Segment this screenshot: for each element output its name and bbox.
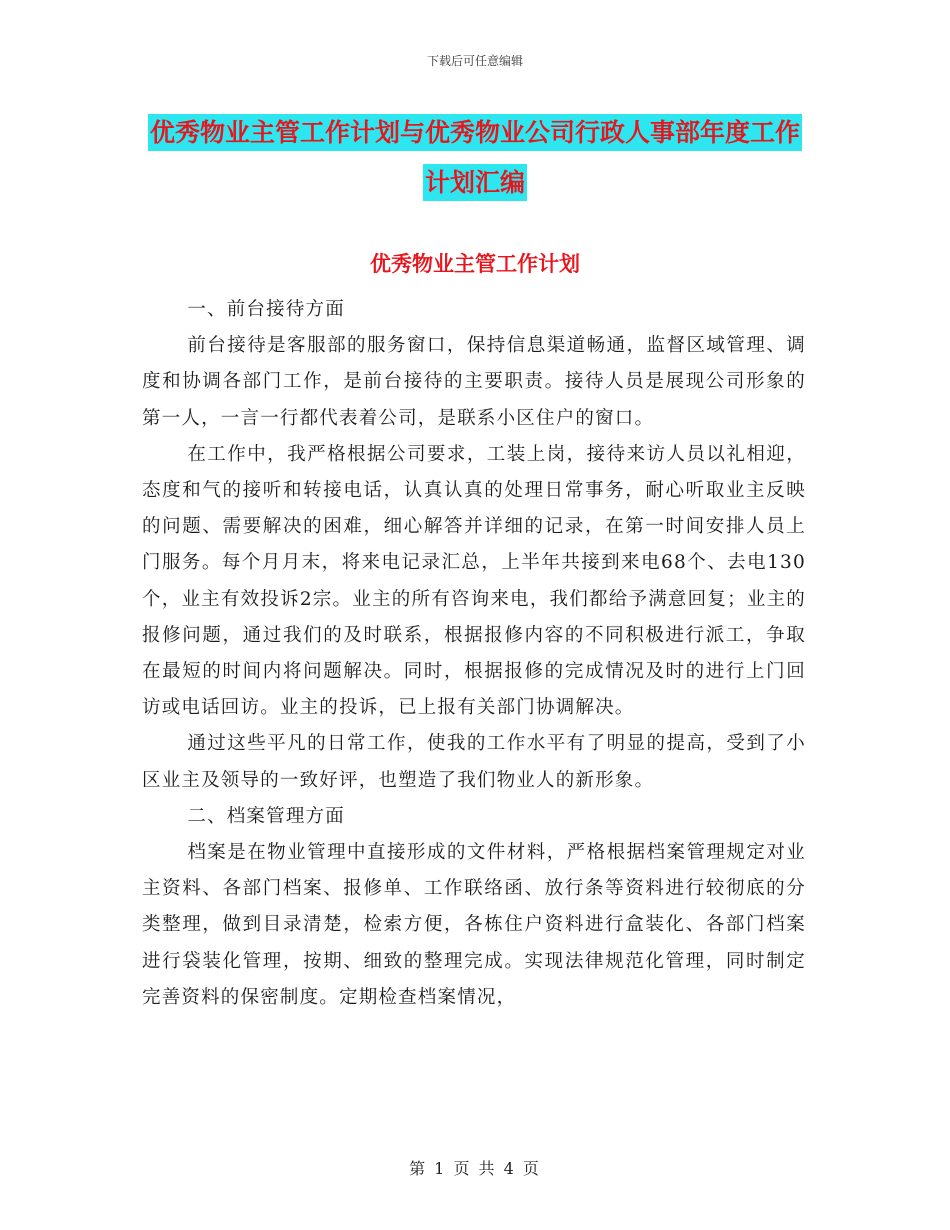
paragraph: 通过这些平凡的日常工作，使我的工作水平有了明显的提高，受到了小区业主及领导的一致好评，也塑造了我们物业人的新形象。 — [142, 733, 806, 791]
heading-front-desk: 一、前台接待方面 — [187, 299, 345, 320]
paragraph: 档案是在物业管理中直接形成的文件材料，严格根据档案管理规定对业主资料、各部门档案、报修单、工作联络函、放行条等资料进行较彻底的分类整理，做到目录清楚，检索方便，各栋住户资料进行盒装化、各部门档案进行袋装化管理，按期、细致的整理完成。实现法律规范化管理，同时制定完善资料的保密制度。定期检查档案情况， — [142, 842, 806, 1008]
document-body — [142, 292, 806, 1016]
heading-archive-management: 二、档案管理方面 — [187, 805, 345, 827]
paragraph: 在工作中，我严格根据公司要求，工装上岗，接待来访人员以礼相迎，态度和气的接听和转接电话，认真认真的处理日常事务，耐心听取业主反映的问题、需要解决的困难，细心解答并详细的记录，在第一时间安排人员上门服务。每个月月末，将来电记录汇总，上半年共接到来电68个、去电130个，业主有效投诉2宗。业主的所有咨询来电，我们都给予满意回复；业主的报修问题，通过我们的及时联系，根据报修内容的不同积极进行派工，争取在最短的时间内将问题解决。同时，根据报修的完成情况及时的进行上门回访或电话回访。业主的投诉，已上报有关部门协调解决。 — [142, 443, 806, 719]
paragraph: 前台接待是客服部的服务窗口，保持信息渠道畅通，监督区域管理、调度和协调各部门工作，是前台接待的主要职责。接待人员是展现公司形象的第一人，一言一行都代表着公司，是联系小区住户的窗口。 — [142, 335, 806, 429]
document-title — [140, 108, 810, 208]
section-title: 优秀物业主管工作计划 — [370, 252, 580, 276]
page-header-note: 下载后可任意编辑 — [426, 54, 523, 68]
page-footer: 第 1 页 共 4 页 — [409, 1159, 541, 1178]
document-title-text: 优秀物业主管工作计划与优秀物业公司行政人事部年度工作计划汇编 — [148, 114, 802, 201]
